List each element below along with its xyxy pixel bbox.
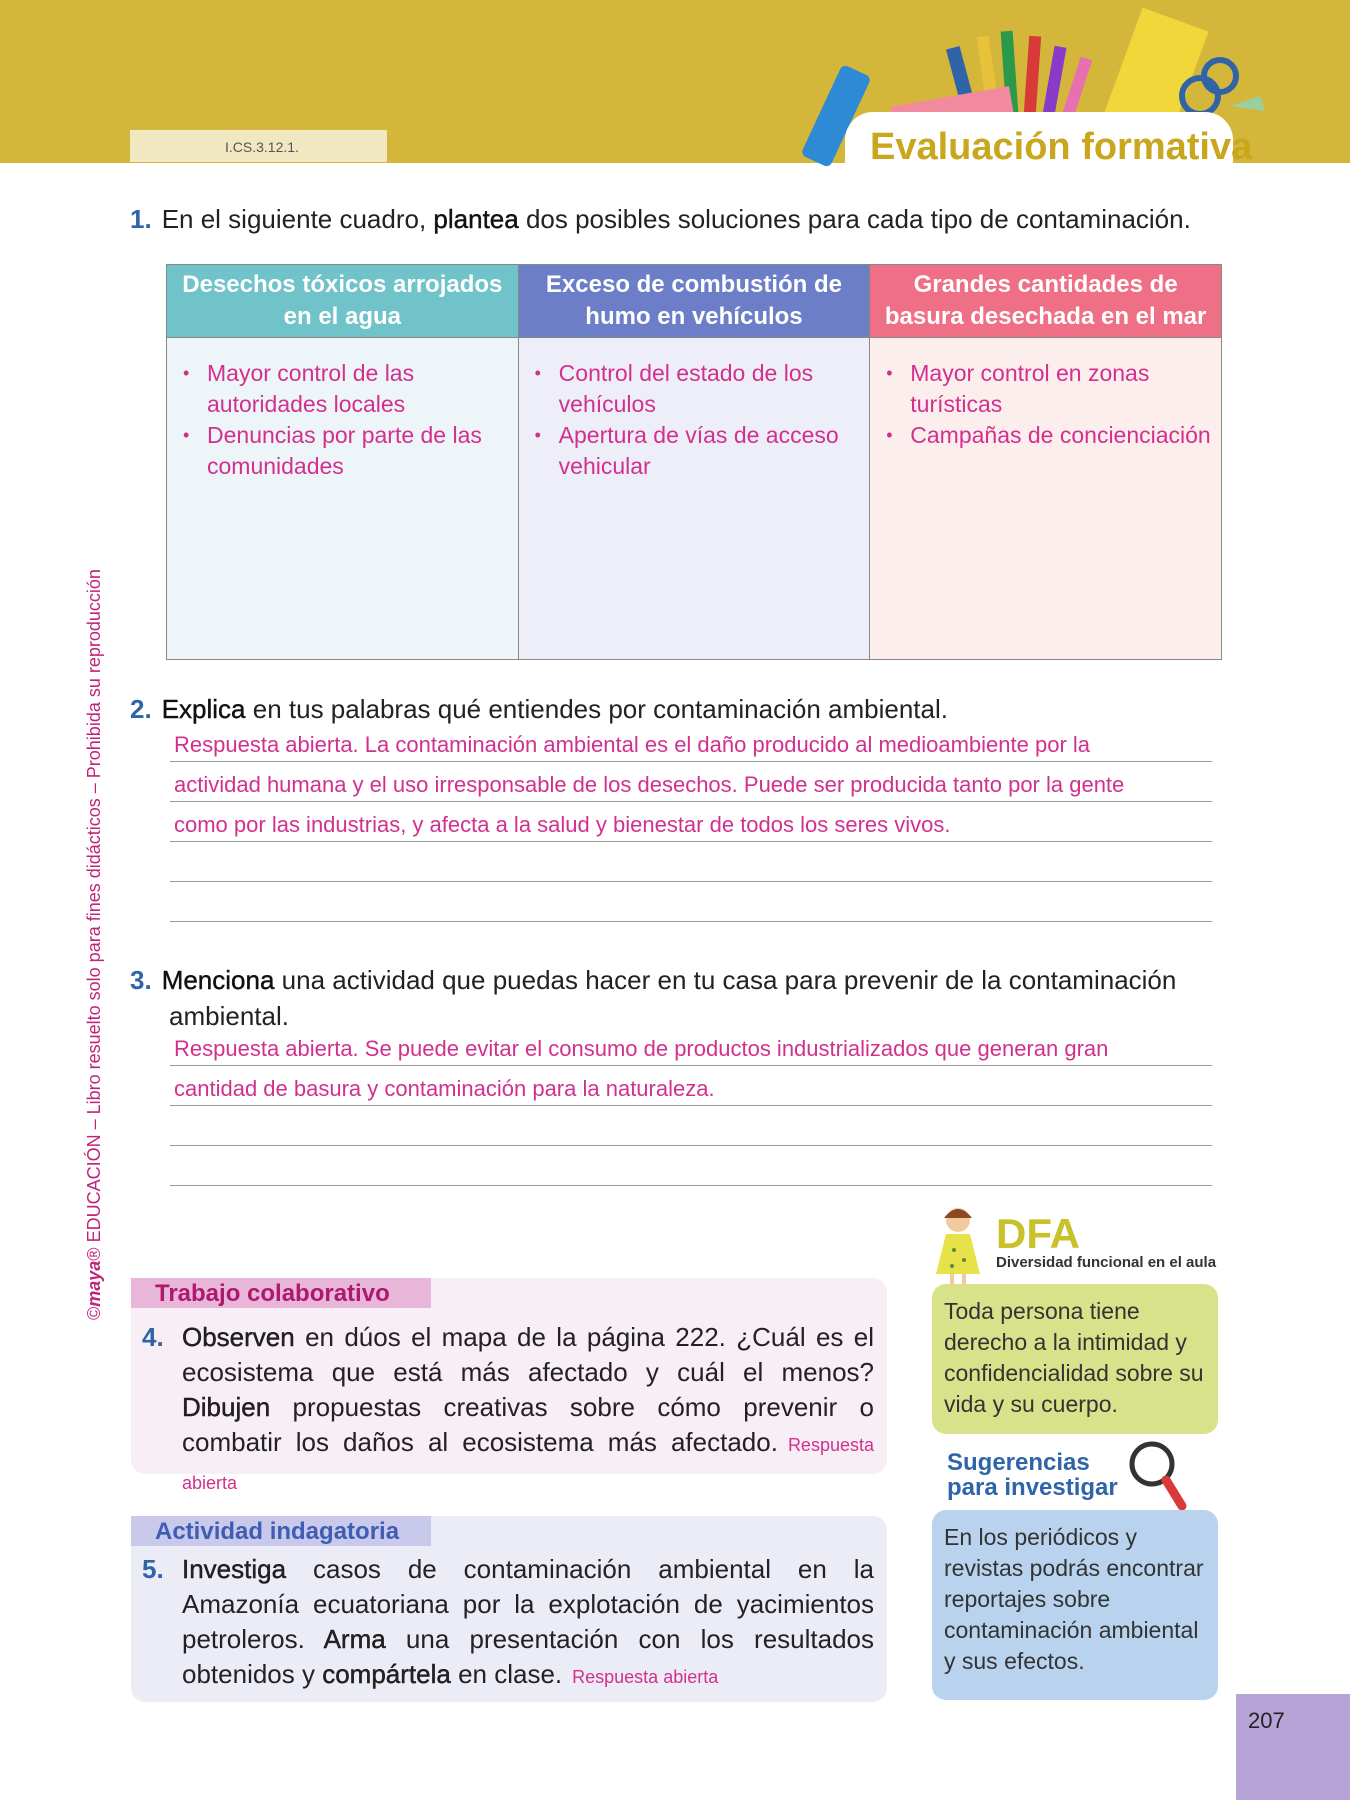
answer-line[interactable]: Respuesta abierta. La contaminación ambiental es el daño producido al medioambiente por la — [170, 722, 1212, 762]
brand-name: maya — [84, 1260, 104, 1307]
girl-illustration-icon — [918, 1200, 998, 1290]
table-cell[interactable] — [167, 338, 519, 660]
task-number: 5. — [142, 1554, 164, 1584]
task-verb: Investiga — [182, 1554, 287, 1584]
question-2 — [130, 694, 948, 725]
question-text: En el siguiente cuadro, — [161, 204, 434, 234]
question-text: dos posibles soluciones para cada tipo de contaminación. — [518, 204, 1191, 234]
answer-note: Respuesta abierta — [572, 1667, 719, 1687]
answer-line[interactable]: actividad humana y el uso irresponsable de los desechos. Puede ser producida tanto por la gente — [170, 762, 1212, 802]
answer-area-3[interactable] — [170, 1026, 1212, 1186]
task-text: en dúos el mapa de la página 222. ¿Cuál es el ecosistema que está más afectado y cuál el menos? — [182, 1322, 874, 1387]
curriculum-code: I.CS.3.12.1. — [130, 130, 387, 162]
answer-line[interactable] — [170, 1146, 1212, 1186]
answer-line[interactable]: como por las industrias, y afecta a la salud y bienestar de todos los seres vivos. — [170, 802, 1212, 842]
task-verb: Observen — [182, 1322, 295, 1352]
task-text: casos de contaminación ambiental en la Amazonía ecuatoriana por la explotación de yacimientos petroleros. — [182, 1554, 874, 1654]
question-number: 3. — [130, 965, 152, 995]
table-header: Desechos tóxicos arrojados en el agua — [167, 265, 519, 338]
question-text: en tus palabras qué entiendes por contaminación ambiental. — [245, 694, 948, 724]
task-number: 4. — [142, 1322, 164, 1352]
list-item: • Mayor control en zonas turísticas — [884, 358, 1211, 420]
dfa-subtitle: Diversidad funcional en el aula — [996, 1254, 1217, 1271]
dfa-title: DFA — [996, 1210, 1080, 1257]
collaborative-work-label: Trabajo colaborativo — [131, 1278, 431, 1308]
task-verb: compártela — [322, 1659, 451, 1689]
copyright-side-text — [84, 569, 105, 1320]
task-verb: Arma — [323, 1624, 386, 1654]
task-text: propuestas creativas sobre cómo prevenir o combatir los daños al ecosistema más afectado. — [182, 1392, 874, 1457]
task-text: en clase. — [450, 1659, 563, 1689]
table-header: Exceso de combustión de humo en vehículos — [518, 265, 870, 338]
copyright-rest: ® EDUCACIÓN – Libro resuelto solo para fines didácticos – Prohibida su reproducción — [84, 569, 104, 1261]
task-4 — [142, 1320, 874, 1501]
question-number: 2. — [130, 694, 152, 724]
inquiry-activity-label: Actividad indagatoria — [131, 1516, 431, 1546]
dfa-note-box: Toda persona tiene derecho a la intimidad y confidencialidad sobre su vida y su cuerpo. — [932, 1284, 1218, 1434]
list-item: • Campañas de concienciación — [884, 420, 1211, 451]
list-item: • Denuncias por parte de las comunidades — [181, 420, 508, 482]
title-line: Sugerencias — [947, 1449, 1090, 1476]
question-text-continued: ambiental. — [169, 1001, 289, 1031]
answer-line[interactable] — [170, 842, 1212, 882]
contamination-table — [166, 264, 1222, 660]
answer-note: Respuesta abierta — [182, 1435, 874, 1493]
question-text: una actividad que puedas hacer en tu casa para prevenir de la contaminación — [274, 965, 1177, 995]
page-number: 207 — [1248, 1708, 1285, 1733]
table-header: Grandes cantidades de basura desechada en el mar — [870, 265, 1222, 338]
question-1 — [130, 204, 1191, 235]
copyright-symbol: © — [84, 1306, 104, 1320]
task-text: una presentación con los resultados obtenidos y — [182, 1624, 874, 1689]
magnifying-glass-icon — [1124, 1436, 1190, 1516]
list-item: • Mayor control de las autoridades locales — [181, 358, 508, 420]
task-5 — [142, 1552, 874, 1695]
list-item: • Apertura de vías de acceso vehicular — [533, 420, 860, 482]
research-suggestions-title — [947, 1450, 1118, 1500]
list-item: • Control del estado de los vehículos — [533, 358, 860, 420]
table-cell[interactable] — [518, 338, 870, 660]
answer-line[interactable]: Respuesta abierta. Se puede evitar el consumo de productos industrializados que generan gran — [170, 1026, 1212, 1066]
question-verb: plantea — [433, 204, 519, 234]
title-line: para investigar — [947, 1474, 1118, 1501]
question-verb: Menciona — [161, 965, 275, 995]
page-title: Evaluación formativa — [870, 126, 1253, 168]
answer-line[interactable] — [170, 1106, 1212, 1146]
answer-line[interactable]: cantidad de basura y contaminación para la naturaleza. — [170, 1066, 1212, 1106]
question-number: 1. — [130, 204, 152, 234]
research-suggestions-box: En los periódicos y revistas podrás encontrar reportajes sobre contaminación ambiental y sus efectos. — [932, 1510, 1218, 1700]
table-cell[interactable] — [870, 338, 1222, 660]
task-verb: Dibujen — [182, 1392, 271, 1422]
question-verb: Explica — [161, 694, 246, 724]
question-3 — [130, 962, 1220, 1034]
answer-line[interactable] — [170, 882, 1212, 922]
answer-area-2[interactable] — [170, 722, 1212, 922]
